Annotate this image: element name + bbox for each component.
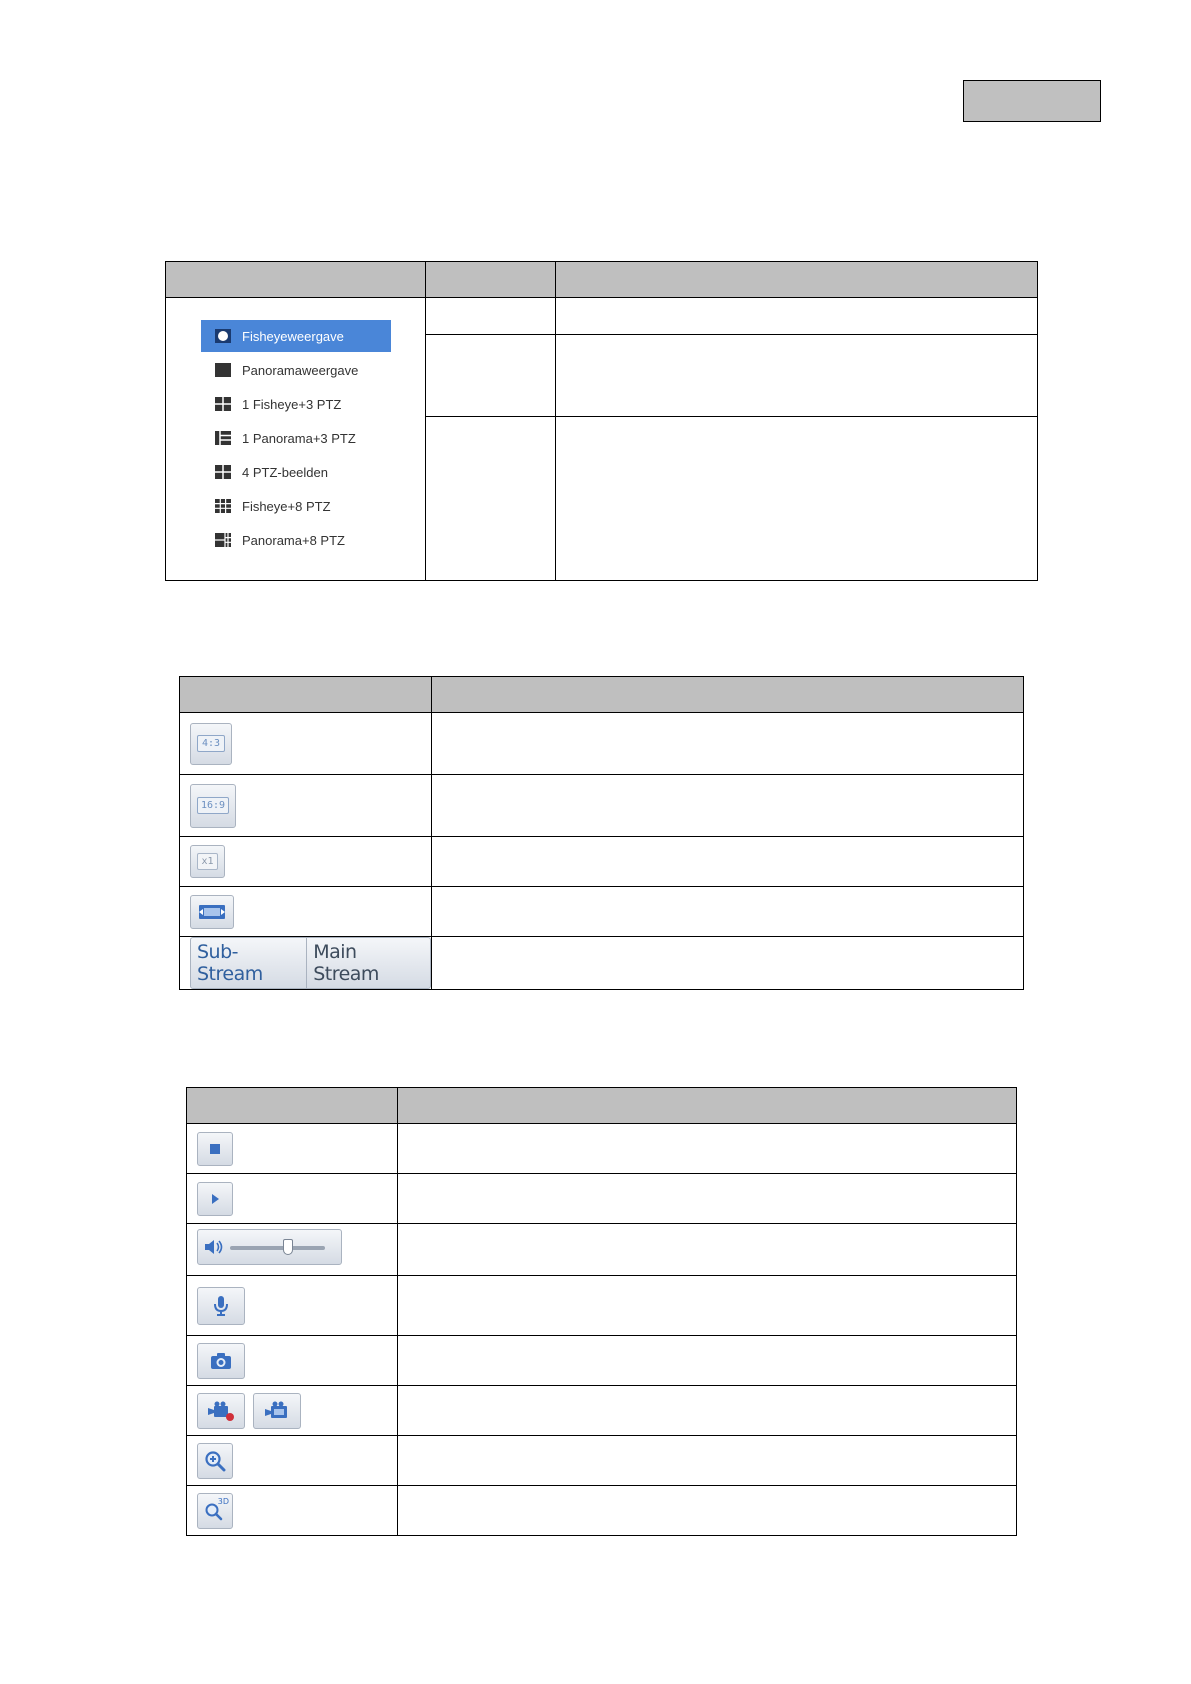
main-stream-button[interactable]: Main Stream (306, 938, 430, 988)
speaker-icon (203, 1237, 227, 1257)
display-button-table (179, 676, 1024, 990)
view-mode-label: 1 Fisheye+3 PTZ (242, 396, 342, 412)
camera-icon (209, 1352, 233, 1370)
zoom-in-icon (204, 1450, 226, 1472)
zoom-3d-label: 3D (217, 1496, 229, 1506)
view-mode-item[interactable] (201, 422, 391, 454)
digital-zoom-button[interactable] (197, 1443, 233, 1479)
view-mode-item[interactable] (201, 524, 391, 556)
ratio-original-button[interactable] (190, 845, 225, 878)
view-mode-label: Panoramaweergave (242, 362, 359, 378)
view-mode-item[interactable] (201, 354, 391, 386)
table-header-row (180, 677, 1024, 713)
record-stop-button[interactable] (253, 1393, 301, 1429)
view-mode-cell (166, 298, 426, 581)
view-mode-label: Fisheyeweergave (242, 328, 344, 344)
stream-toggle[interactable] (190, 937, 431, 989)
ratio-4-3-label: 4:3 (197, 735, 225, 752)
grid-panorama-8-icon (214, 532, 232, 548)
view-mode-label: Panorama+8 PTZ (242, 532, 345, 548)
sub-stream-button[interactable]: Sub-Stream (197, 941, 263, 985)
zoom-3d-button[interactable] (197, 1493, 233, 1529)
playback-button-table (186, 1087, 1017, 1536)
view-mode-item[interactable] (201, 456, 391, 488)
view-mode-item[interactable] (201, 320, 391, 352)
view-mode-item[interactable] (201, 388, 391, 420)
ratio-16-9-label: 16:9 (197, 797, 229, 814)
view-mode-item[interactable] (201, 490, 391, 522)
grid-panorama-3-icon (214, 430, 232, 446)
table-header-row (166, 262, 1038, 298)
stop-button[interactable] (197, 1132, 233, 1166)
panorama-icon (214, 362, 232, 378)
record-start-button[interactable] (197, 1393, 245, 1429)
microphone-button[interactable] (197, 1287, 245, 1325)
view-mode-label: 1 Panorama+3 PTZ (242, 430, 356, 446)
snapshot-button[interactable] (197, 1343, 245, 1379)
fisheye-icon (214, 328, 232, 344)
ratio-original-label: x1 (197, 853, 217, 870)
fit-window-button[interactable] (190, 895, 234, 929)
video-record-icon (206, 1400, 236, 1422)
corner-label-box (963, 80, 1101, 122)
video-camera-icon (262, 1400, 292, 1422)
volume-slider-thumb[interactable] (283, 1239, 293, 1255)
volume-control[interactable] (197, 1229, 342, 1265)
table-header-row (187, 1088, 1017, 1124)
ratio-16-9-button[interactable] (190, 784, 236, 828)
grid-3x3-icon (214, 498, 232, 514)
view-mode-label: Fisheye+8 PTZ (242, 498, 331, 514)
ratio-4-3-button[interactable] (190, 723, 232, 765)
grid-2x2-icon (214, 464, 232, 480)
volume-slider-track[interactable] (230, 1246, 325, 1250)
fit-window-icon (197, 902, 227, 922)
stop-icon (208, 1142, 222, 1156)
view-mode-label: 4 PTZ-beelden (242, 464, 328, 480)
play-icon (208, 1192, 222, 1206)
play-button[interactable] (197, 1182, 233, 1216)
view-mode-table (165, 261, 1038, 581)
microphone-icon (211, 1294, 231, 1318)
view-mode-menu (166, 298, 425, 572)
grid-1-3-icon (214, 396, 232, 412)
